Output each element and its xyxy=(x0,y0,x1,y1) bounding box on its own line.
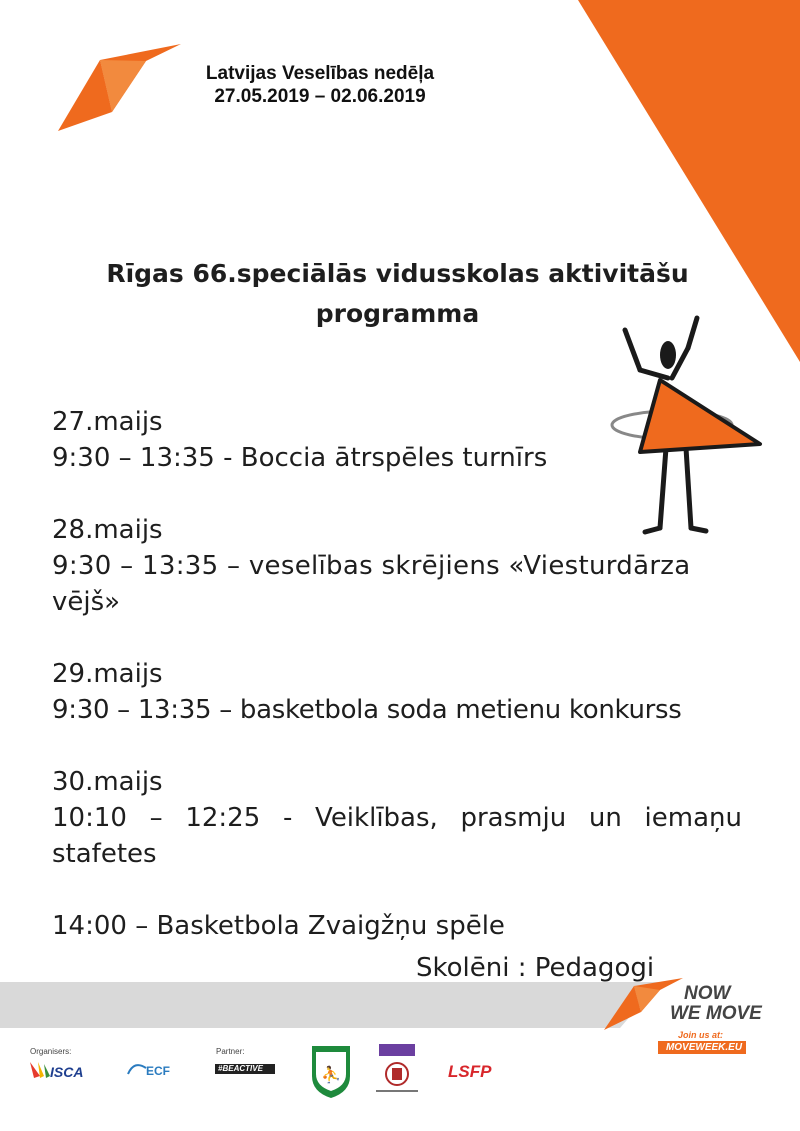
schedule-date: 29.maijs xyxy=(52,659,163,689)
now-we-move-line1: NOW xyxy=(684,983,731,1004)
page-title-line2: programma xyxy=(315,299,480,328)
footer-grey-band xyxy=(0,982,660,1028)
page-title xyxy=(40,254,755,334)
beactive-logo-text: #BEACTIVE xyxy=(218,1064,263,1073)
schedule-activity: 10:10 – 12:25 - Veiklības, prasmju un iemaņu xyxy=(52,803,742,833)
isca-logo-text: ISCA xyxy=(50,1064,84,1080)
schedule-date: 28.maijs xyxy=(52,515,163,545)
page-title-line1: Rīgas 66.speciālās vidusskolas aktivitāšu xyxy=(106,259,689,288)
join-url: MOVEWEEK.EU xyxy=(665,1042,743,1053)
now-we-move-text xyxy=(670,984,762,1024)
schedule-activity-cont: vējš» xyxy=(52,587,121,617)
schedule-activity: 9:30 – 13:35 - Boccia ātrspēles turnīrs xyxy=(52,443,548,473)
schedule-day xyxy=(52,656,742,728)
extra-activity: 14:00 – Basketbola Zvaigžņu spēle xyxy=(52,911,505,941)
event-header xyxy=(170,62,470,108)
schedule xyxy=(52,404,742,944)
schedule-day xyxy=(52,404,742,476)
ecf-logo-text: ECF xyxy=(146,1064,170,1078)
schedule-activity: 9:30 – 13:35 – veselības skrējiens «Viesturdārza xyxy=(52,551,691,581)
svg-text:⛹: ⛹ xyxy=(321,1067,341,1084)
schedule-activity-cont: stafetes xyxy=(52,839,157,869)
moveweek-logo-icon xyxy=(58,44,181,131)
lsfp-logo-text: LSFP xyxy=(448,1062,492,1081)
lisa-shield-icon xyxy=(312,1046,350,1098)
schedule-activity: 9:30 – 13:35 – basketbola soda metienu konkurss xyxy=(52,695,682,725)
organisers-label: Organisers: xyxy=(30,1047,72,1056)
ecf-logo-icon xyxy=(128,1065,146,1074)
isca-logo-icon xyxy=(30,1062,50,1078)
now-we-move-line2: WE MOVE xyxy=(670,1003,762,1024)
extra-teams: Skolēni : Pedagogi xyxy=(416,953,655,983)
partner-label: Partner: xyxy=(216,1047,245,1056)
join-text: Join us at: xyxy=(678,1030,724,1040)
event-name: Latvijas Veselības nedēļa xyxy=(205,63,435,84)
schedule-date: 27.maijs xyxy=(52,407,163,437)
schedule-date: 30.maijs xyxy=(52,767,163,797)
event-dates: 27.05.2019 – 02.06.2019 xyxy=(214,86,426,107)
ministry-logo-icon xyxy=(376,1044,418,1092)
schedule-day xyxy=(52,764,742,872)
schedule-day xyxy=(52,512,742,620)
